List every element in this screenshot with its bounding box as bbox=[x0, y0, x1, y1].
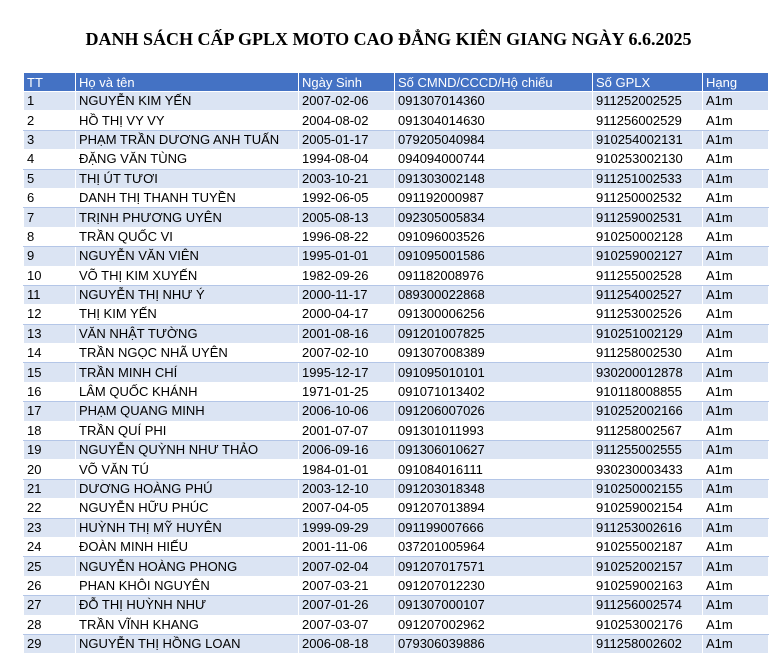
cell-id-number: 091071013402 bbox=[395, 382, 593, 401]
cell-birthdate: 1982-09-26 bbox=[299, 266, 395, 285]
cell-tt: 10 bbox=[24, 266, 76, 285]
cell-tt: 14 bbox=[24, 344, 76, 363]
cell-tt: 13 bbox=[24, 324, 76, 343]
table-row bbox=[24, 266, 769, 285]
cell-name: PHẠM QUANG MINH bbox=[76, 402, 299, 421]
cell-license-number: 911256002574 bbox=[593, 596, 703, 615]
cell-class: A1m bbox=[703, 344, 769, 363]
cell-id-number: 091095010101 bbox=[395, 363, 593, 382]
cell-license-number: 911256002529 bbox=[593, 111, 703, 130]
cell-name: PHAN KHÔI NGUYÊN bbox=[76, 576, 299, 595]
table-row bbox=[24, 557, 769, 576]
cell-class: A1m bbox=[703, 382, 769, 401]
cell-class: A1m bbox=[703, 634, 769, 653]
table-row bbox=[24, 576, 769, 595]
cell-class: A1m bbox=[703, 460, 769, 479]
cell-license-number: 910253002130 bbox=[593, 150, 703, 169]
table-row bbox=[24, 285, 769, 304]
cell-name: TRẦN MINH CHÍ bbox=[76, 363, 299, 382]
cell-name: VĂN NHẬT TƯỜNG bbox=[76, 324, 299, 343]
cell-license-number: 911258002602 bbox=[593, 634, 703, 653]
cell-id-number: 092305005834 bbox=[395, 208, 593, 227]
cell-class: A1m bbox=[703, 479, 769, 498]
table-body bbox=[24, 92, 769, 654]
cell-birthdate: 1995-12-17 bbox=[299, 363, 395, 382]
cell-class: A1m bbox=[703, 285, 769, 304]
cell-id-number: 094094000744 bbox=[395, 150, 593, 169]
cell-id-number: 091307000107 bbox=[395, 596, 593, 615]
cell-class: A1m bbox=[703, 266, 769, 285]
cell-id-number: 091182008976 bbox=[395, 266, 593, 285]
cell-class: A1m bbox=[703, 421, 769, 440]
cell-name: VÕ THỊ KIM XUYẾN bbox=[76, 266, 299, 285]
cell-class: A1m bbox=[703, 305, 769, 324]
cell-id-number: 091096003526 bbox=[395, 227, 593, 246]
cell-tt: 21 bbox=[24, 479, 76, 498]
cell-license-number: 930230003433 bbox=[593, 460, 703, 479]
table-row bbox=[24, 227, 769, 246]
cell-tt: 7 bbox=[24, 208, 76, 227]
cell-id-number: 079205040984 bbox=[395, 130, 593, 149]
cell-class: A1m bbox=[703, 557, 769, 576]
cell-license-number: 911253002616 bbox=[593, 518, 703, 537]
cell-birthdate: 2005-01-17 bbox=[299, 130, 395, 149]
cell-birthdate: 1995-01-01 bbox=[299, 247, 395, 266]
cell-name: NGUYỄN KIM YẾN bbox=[76, 92, 299, 111]
cell-tt: 11 bbox=[24, 285, 76, 304]
cell-birthdate: 2003-12-10 bbox=[299, 479, 395, 498]
cell-class: A1m bbox=[703, 324, 769, 343]
cell-id-number: 091207013894 bbox=[395, 499, 593, 518]
cell-license-number: 911251002533 bbox=[593, 169, 703, 188]
cell-license-number: 910259002163 bbox=[593, 576, 703, 595]
cell-tt: 4 bbox=[24, 150, 76, 169]
cell-class: A1m bbox=[703, 402, 769, 421]
cell-name: THỊ KIM YẾN bbox=[76, 305, 299, 324]
cell-license-number: 910251002129 bbox=[593, 324, 703, 343]
cell-license-number: 910250002155 bbox=[593, 479, 703, 498]
cell-id-number: 079306039886 bbox=[395, 634, 593, 653]
cell-birthdate: 1996-08-22 bbox=[299, 227, 395, 246]
cell-name: NGUYỄN QUỲNH NHƯ THẢO bbox=[76, 441, 299, 460]
cell-license-number: 910259002127 bbox=[593, 247, 703, 266]
cell-class: A1m bbox=[703, 188, 769, 207]
table-row bbox=[24, 150, 769, 169]
cell-birthdate: 2001-07-07 bbox=[299, 421, 395, 440]
cell-license-number: 930200012878 bbox=[593, 363, 703, 382]
table-row bbox=[24, 208, 769, 227]
cell-license-number: 910118008855 bbox=[593, 382, 703, 401]
table-row bbox=[24, 130, 769, 149]
cell-tt: 24 bbox=[24, 537, 76, 556]
cell-name: PHẠM TRẦN DƯƠNG ANH TUẤN bbox=[76, 130, 299, 149]
table-row bbox=[24, 499, 769, 518]
cell-license-number: 911250002532 bbox=[593, 188, 703, 207]
table-row bbox=[24, 363, 769, 382]
cell-id-number: 091307014360 bbox=[395, 92, 593, 111]
header-license-number: Số GPLX bbox=[593, 73, 703, 92]
cell-name: NGUYỄN HỮU PHÚC bbox=[76, 499, 299, 518]
cell-id-number: 091207002962 bbox=[395, 615, 593, 634]
cell-class: A1m bbox=[703, 130, 769, 149]
cell-name: TRẦN QUỐC VI bbox=[76, 227, 299, 246]
table-row bbox=[24, 92, 769, 111]
cell-name: DANH THỊ THANH TUYỀN bbox=[76, 188, 299, 207]
cell-class: A1m bbox=[703, 576, 769, 595]
cell-class: A1m bbox=[703, 150, 769, 169]
cell-birthdate: 2004-08-02 bbox=[299, 111, 395, 130]
table-row bbox=[24, 518, 769, 537]
cell-class: A1m bbox=[703, 247, 769, 266]
cell-id-number: 091206007026 bbox=[395, 402, 593, 421]
cell-tt: 9 bbox=[24, 247, 76, 266]
cell-tt: 15 bbox=[24, 363, 76, 382]
cell-class: A1m bbox=[703, 537, 769, 556]
header-name: Họ và tên bbox=[76, 73, 299, 92]
cell-birthdate: 2003-10-21 bbox=[299, 169, 395, 188]
cell-id-number: 089300022868 bbox=[395, 285, 593, 304]
cell-license-number: 910255002187 bbox=[593, 537, 703, 556]
header-tt: TT bbox=[24, 73, 76, 92]
page-title: DANH SÁCH CẤP GPLX MOTO CAO ĐẲNG KIÊN GIANG NGÀY 6.6.2025 bbox=[85, 29, 692, 49]
cell-name: NGUYỄN THỊ HỒNG LOAN bbox=[76, 634, 299, 653]
table-row bbox=[24, 479, 769, 498]
cell-birthdate: 2001-11-06 bbox=[299, 537, 395, 556]
table-row bbox=[24, 441, 769, 460]
cell-name: LÂM QUỐC KHÁNH bbox=[76, 382, 299, 401]
cell-name: NGUYỄN HOÀNG PHONG bbox=[76, 557, 299, 576]
cell-tt: 16 bbox=[24, 382, 76, 401]
cell-birthdate: 1994-08-04 bbox=[299, 150, 395, 169]
cell-class: A1m bbox=[703, 169, 769, 188]
cell-id-number: 091199007666 bbox=[395, 518, 593, 537]
cell-birthdate: 1971-01-25 bbox=[299, 382, 395, 401]
cell-tt: 18 bbox=[24, 421, 76, 440]
table-header bbox=[24, 73, 769, 92]
cell-class: A1m bbox=[703, 441, 769, 460]
cell-tt: 28 bbox=[24, 615, 76, 634]
cell-name: NGUYỄN VĂN VIÊN bbox=[76, 247, 299, 266]
cell-tt: 23 bbox=[24, 518, 76, 537]
cell-birthdate: 1992-06-05 bbox=[299, 188, 395, 207]
cell-license-number: 910250002128 bbox=[593, 227, 703, 246]
cell-tt: 8 bbox=[24, 227, 76, 246]
cell-tt: 19 bbox=[24, 441, 76, 460]
table-row bbox=[24, 188, 769, 207]
cell-birthdate: 2007-02-10 bbox=[299, 344, 395, 363]
table-row bbox=[24, 634, 769, 653]
cell-id-number: 091307008389 bbox=[395, 344, 593, 363]
table-row bbox=[24, 324, 769, 343]
cell-license-number: 911259002531 bbox=[593, 208, 703, 227]
cell-id-number: 091203018348 bbox=[395, 479, 593, 498]
table-row bbox=[24, 344, 769, 363]
table-row bbox=[24, 421, 769, 440]
cell-tt: 6 bbox=[24, 188, 76, 207]
cell-tt: 26 bbox=[24, 576, 76, 595]
header-id-number: Số CMND/CCCD/Hộ chiếu bbox=[395, 73, 593, 92]
cell-id-number: 091095001586 bbox=[395, 247, 593, 266]
cell-tt: 29 bbox=[24, 634, 76, 653]
cell-tt: 25 bbox=[24, 557, 76, 576]
cell-name: TRẦN NGỌC NHÃ UYÊN bbox=[76, 344, 299, 363]
cell-class: A1m bbox=[703, 92, 769, 111]
table-row bbox=[24, 615, 769, 634]
cell-name: DƯƠNG HOÀNG PHÚ bbox=[76, 479, 299, 498]
cell-id-number: 091301011993 bbox=[395, 421, 593, 440]
cell-birthdate: 2007-02-06 bbox=[299, 92, 395, 111]
header-class: Hạng bbox=[703, 73, 769, 92]
cell-id-number: 091192000987 bbox=[395, 188, 593, 207]
cell-license-number: 910252002166 bbox=[593, 402, 703, 421]
cell-birthdate: 2006-09-16 bbox=[299, 441, 395, 460]
cell-id-number: 091201007825 bbox=[395, 324, 593, 343]
cell-name: TRẦN QUÍ PHI bbox=[76, 421, 299, 440]
cell-license-number: 910253002176 bbox=[593, 615, 703, 634]
cell-license-number: 911258002530 bbox=[593, 344, 703, 363]
cell-id-number: 091207012230 bbox=[395, 576, 593, 595]
cell-id-number: 091303002148 bbox=[395, 169, 593, 188]
table-row bbox=[24, 382, 769, 401]
cell-id-number: 091207017571 bbox=[395, 557, 593, 576]
table-row bbox=[24, 169, 769, 188]
cell-license-number: 911258002567 bbox=[593, 421, 703, 440]
cell-name: TRỊNH PHƯƠNG UYÊN bbox=[76, 208, 299, 227]
table-row bbox=[24, 402, 769, 421]
table-row bbox=[24, 247, 769, 266]
table-row bbox=[24, 596, 769, 615]
cell-name: HỒ THỊ VY VY bbox=[76, 111, 299, 130]
cell-class: A1m bbox=[703, 499, 769, 518]
license-table bbox=[23, 72, 769, 654]
cell-birthdate: 1984-01-01 bbox=[299, 460, 395, 479]
cell-class: A1m bbox=[703, 615, 769, 634]
cell-license-number: 910254002131 bbox=[593, 130, 703, 149]
cell-class: A1m bbox=[703, 227, 769, 246]
cell-birthdate: 2000-04-17 bbox=[299, 305, 395, 324]
cell-id-number: 091304014630 bbox=[395, 111, 593, 130]
header-birthdate: Ngày Sinh bbox=[299, 73, 395, 92]
cell-name: ĐOÀN MINH HIẾU bbox=[76, 537, 299, 556]
cell-name: THỊ ÚT TƯƠI bbox=[76, 169, 299, 188]
cell-license-number: 911255002528 bbox=[593, 266, 703, 285]
cell-birthdate: 2001-08-16 bbox=[299, 324, 395, 343]
cell-tt: 3 bbox=[24, 130, 76, 149]
cell-class: A1m bbox=[703, 363, 769, 382]
cell-tt: 27 bbox=[24, 596, 76, 615]
cell-class: A1m bbox=[703, 596, 769, 615]
cell-name: HUỲNH THỊ MỸ HUYÊN bbox=[76, 518, 299, 537]
cell-class: A1m bbox=[703, 208, 769, 227]
cell-tt: 17 bbox=[24, 402, 76, 421]
cell-birthdate: 2007-04-05 bbox=[299, 499, 395, 518]
cell-birthdate: 2007-02-04 bbox=[299, 557, 395, 576]
cell-birthdate: 2000-11-17 bbox=[299, 285, 395, 304]
cell-class: A1m bbox=[703, 518, 769, 537]
cell-id-number: 091300006256 bbox=[395, 305, 593, 324]
cell-tt: 5 bbox=[24, 169, 76, 188]
cell-birthdate: 2007-03-21 bbox=[299, 576, 395, 595]
cell-id-number: 037201005964 bbox=[395, 537, 593, 556]
table-row bbox=[24, 537, 769, 556]
cell-birthdate: 2006-10-06 bbox=[299, 402, 395, 421]
cell-name: NGUYỄN THỊ NHƯ Ý bbox=[76, 285, 299, 304]
cell-tt: 2 bbox=[24, 111, 76, 130]
table-row bbox=[24, 305, 769, 324]
cell-license-number: 911253002526 bbox=[593, 305, 703, 324]
cell-birthdate: 2006-08-18 bbox=[299, 634, 395, 653]
cell-tt: 12 bbox=[24, 305, 76, 324]
cell-license-number: 910252002157 bbox=[593, 557, 703, 576]
header-row bbox=[24, 73, 769, 92]
cell-name: ĐẶNG VĂN TÙNG bbox=[76, 150, 299, 169]
table-row bbox=[24, 460, 769, 479]
cell-class: A1m bbox=[703, 111, 769, 130]
cell-name: VÕ VĂN TÚ bbox=[76, 460, 299, 479]
cell-tt: 22 bbox=[24, 499, 76, 518]
cell-name: TRẦN VĨNH KHANG bbox=[76, 615, 299, 634]
cell-birthdate: 2007-01-26 bbox=[299, 596, 395, 615]
cell-license-number: 911252002525 bbox=[593, 92, 703, 111]
table-row bbox=[24, 111, 769, 130]
cell-tt: 1 bbox=[24, 92, 76, 111]
cell-name: ĐỖ THỊ HUỲNH NHƯ bbox=[76, 596, 299, 615]
cell-license-number: 911254002527 bbox=[593, 285, 703, 304]
cell-birthdate: 2005-08-13 bbox=[299, 208, 395, 227]
cell-license-number: 910259002154 bbox=[593, 499, 703, 518]
cell-license-number: 911255002555 bbox=[593, 441, 703, 460]
cell-id-number: 091084016111 bbox=[395, 460, 593, 479]
cell-id-number: 091306010627 bbox=[395, 441, 593, 460]
cell-birthdate: 1999-09-29 bbox=[299, 518, 395, 537]
cell-tt: 20 bbox=[24, 460, 76, 479]
cell-birthdate: 2007-03-07 bbox=[299, 615, 395, 634]
